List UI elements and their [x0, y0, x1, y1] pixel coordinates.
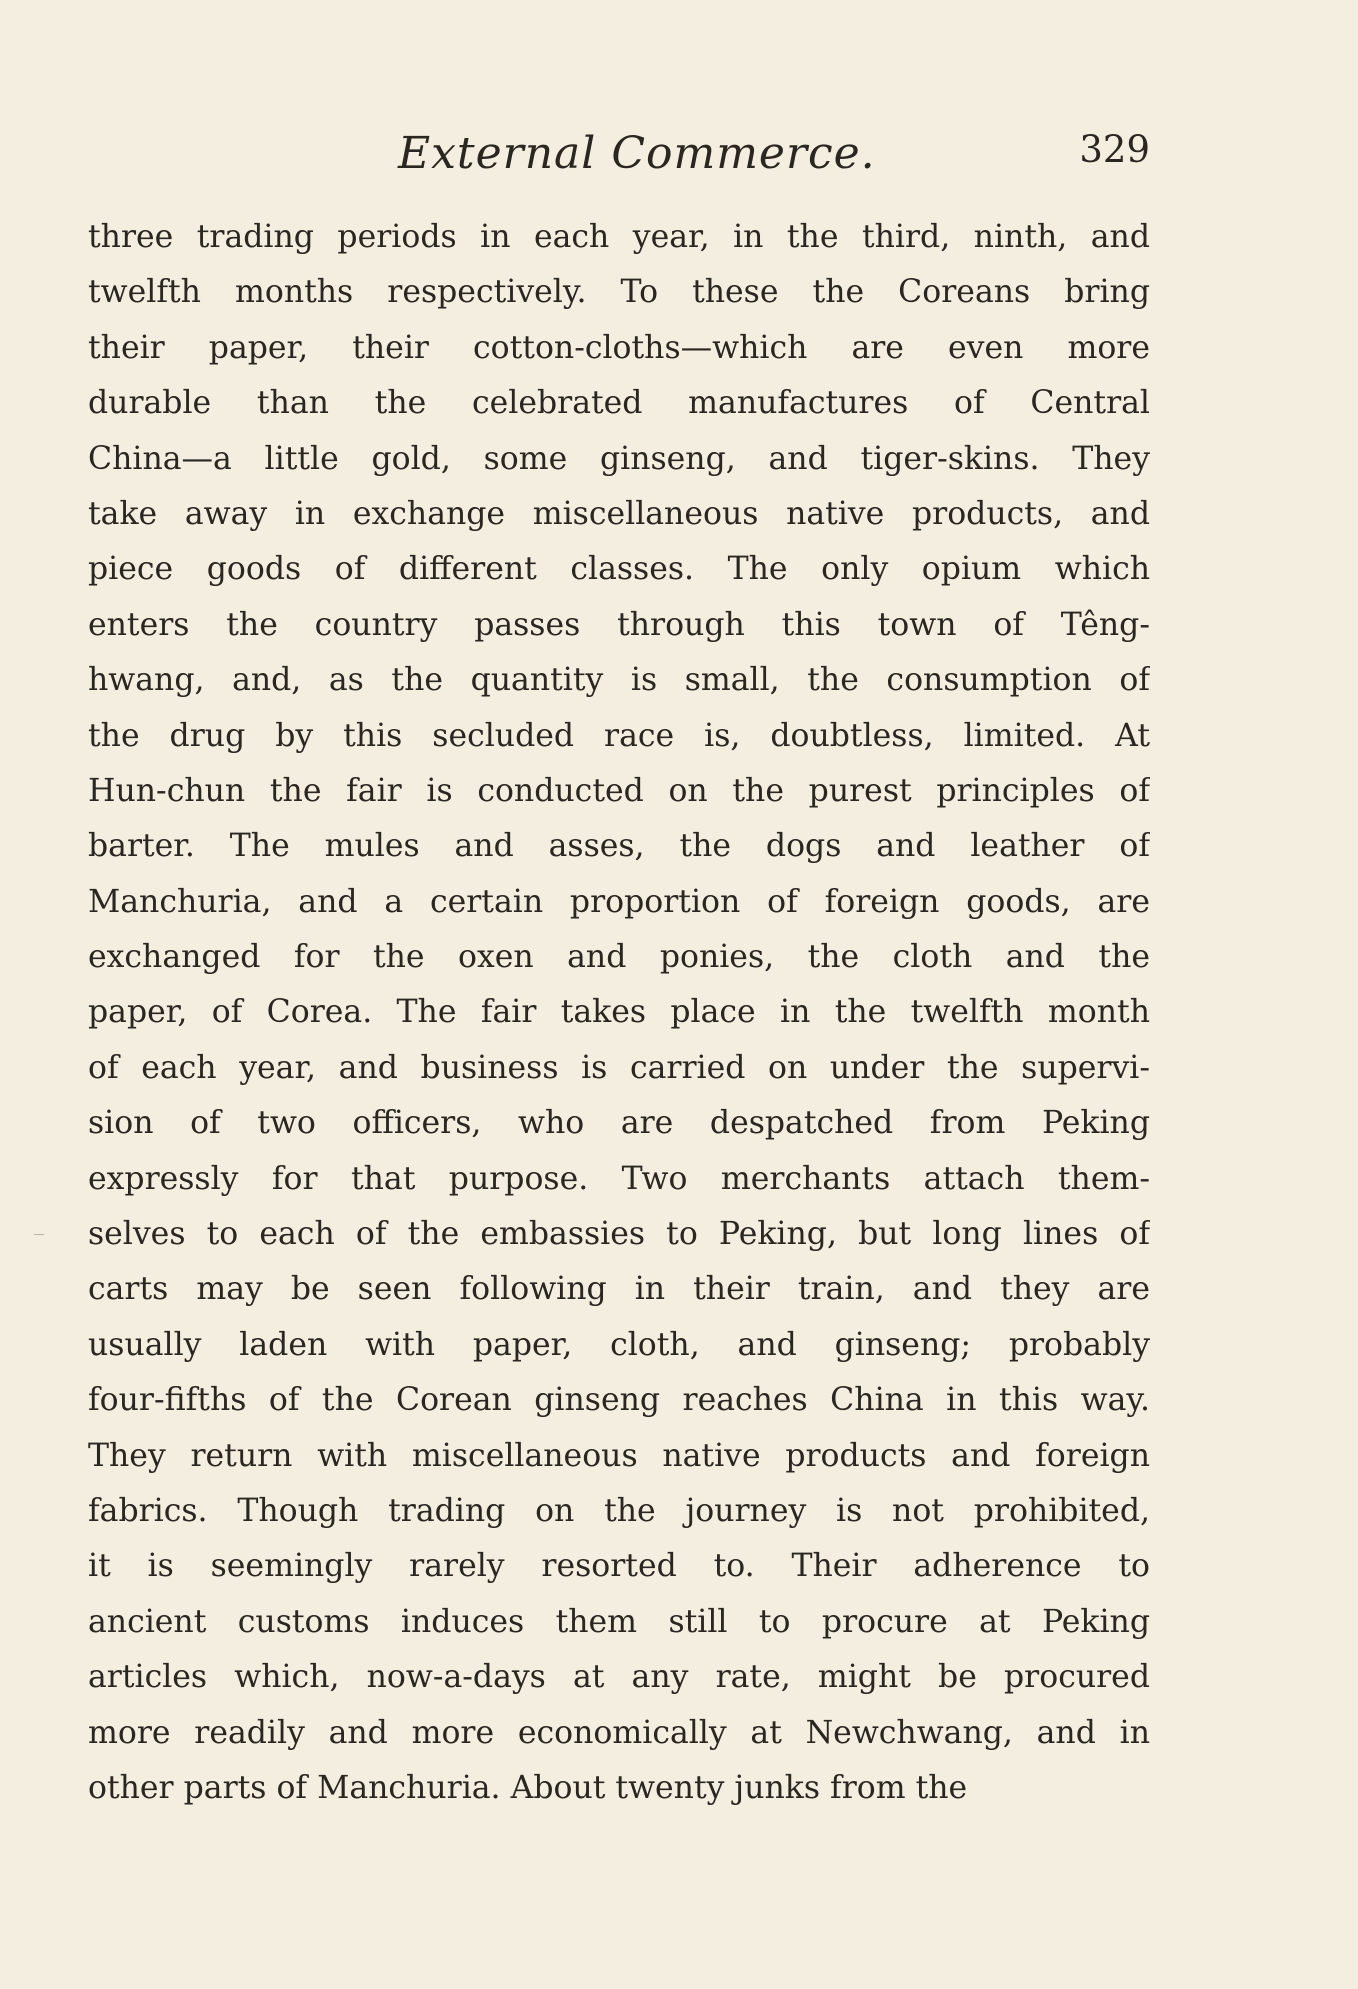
text-line: ancient customs induces them still to procure at Peking — [88, 1603, 1150, 1640]
text-line: three trading periods in each year, in the third, ninth, and — [88, 219, 1150, 255]
text-line: other parts of Manchuria. About twenty junks from the — [88, 1769, 968, 1806]
text-line: their paper, their cotton-cloths—which are even more — [88, 329, 1150, 366]
text-line: paper, of Corea. The fair takes place in the twelfth month — [88, 994, 1150, 1031]
text-line: expressly for that purpose. Two merchants attach them- — [88, 1160, 1150, 1197]
running-title: External Commerce. — [398, 128, 876, 179]
text-line: four-fifths of the Corean ginseng reaches China in this way. — [88, 1382, 1150, 1419]
text-line: twelfth months respectively. To these the Coreans bring — [88, 274, 1150, 311]
text-line: exchanged for the oxen and ponies, the cloth and the — [88, 939, 1150, 976]
text-line: piece goods of different classes. The only opium which — [88, 551, 1150, 588]
text-line: hwang, and, as the quantity is small, the consumption of — [88, 662, 1150, 699]
text-line: carts may be seen following in their train, and they are — [88, 1271, 1150, 1308]
text-line: it is seemingly rarely resorted to. Their adherence to — [88, 1548, 1150, 1585]
text-line: take away in exchange miscellaneous native products, and — [88, 495, 1150, 532]
text-line: of each year, and business is carried on under the supervi- — [88, 1049, 1150, 1086]
text-line: selves to each of the embassies to Peking, but long lines of — [88, 1216, 1150, 1253]
text-line: the drug by this secluded race is, doubtless, limited. At — [88, 717, 1150, 754]
text-line: China—a little gold, some ginseng, and tiger-skins. They — [88, 440, 1150, 477]
text-line: Hun-chun the fair is conducted on the purest principles of — [88, 772, 1150, 809]
text-line: Manchuria, and a certain proportion of foreign goods, are — [88, 883, 1150, 920]
page-number: 329 — [1079, 128, 1150, 171]
text-line: usually laden with paper, cloth, and ginseng; probably — [88, 1326, 1150, 1363]
running-head — [88, 128, 1150, 188]
text-line: more readily and more economically at Newchwang, and in — [88, 1714, 1150, 1751]
text-line: articles which, now-a-days at any rate, might be procured — [88, 1659, 1150, 1696]
text-line: durable than the celebrated manufactures of Central — [88, 385, 1150, 422]
text-line: They return with miscellaneous native products and foreign — [88, 1437, 1150, 1474]
text-line: sion of two officers, who are despatched from Peking — [88, 1105, 1150, 1142]
text-line: fabrics. Though trading on the journey is not prohibited, — [88, 1492, 1150, 1529]
body-text — [88, 210, 1150, 1816]
text-line: barter. The mules and asses, the dogs and leather of — [88, 828, 1150, 865]
text-line: enters the country passes through this town of Têng- — [88, 606, 1150, 643]
margin-mark — [34, 1234, 44, 1235]
